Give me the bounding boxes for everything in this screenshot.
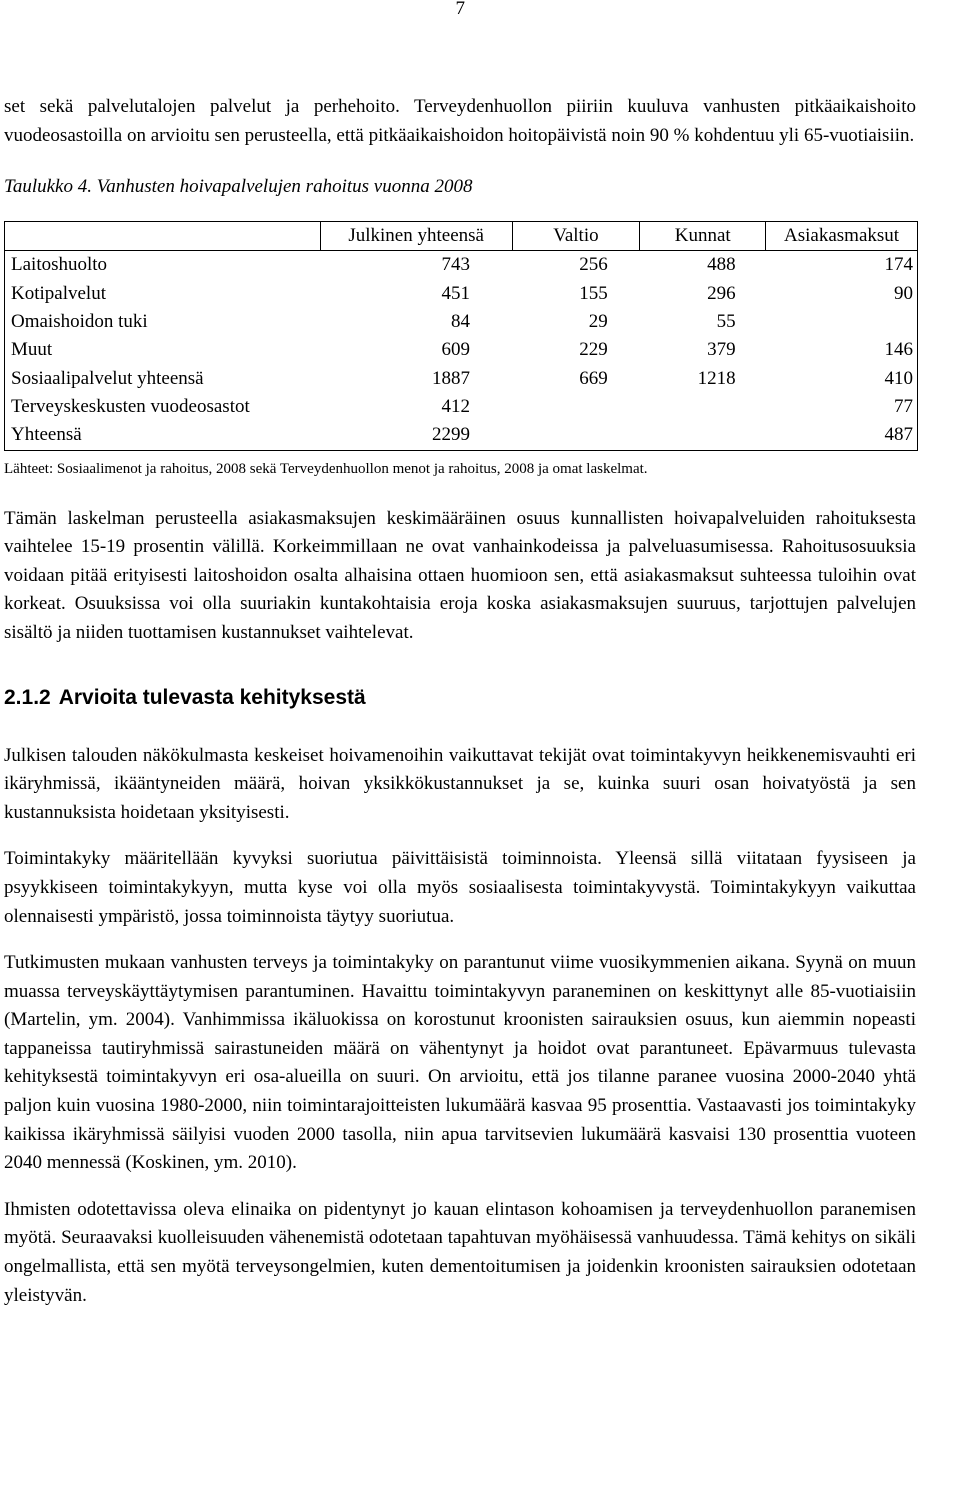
paragraph-after-table: Tämän laskelman perusteella asiakasmaksujen keskimääräinen osuus kunnallisten hoivapalveluiden rahoituksesta vaihtelee 15-19 prosentin välillä. Korkeimmillaan ne ovat vanhainkodeissa ja palveluasumisessa. Rahoitusosuuksia voidaan pitää erityisesti laitoshoidon osalta alhaisina ottaen huomioon sen, että asiakasmaksut suhteessa tuloihin ovat korkeat. Osuuksissa voi olla suuriakin kuntakohtaisia eroja koska asiakasmaksujen suuruus, tarjottujen palvelujen sisältö ja niiden tuottamisen kustannukset vaihtelevat. xyxy=(4,507,916,643)
cell-julkinen: 1887 xyxy=(432,367,471,389)
table-row xyxy=(5,251,918,280)
cell-valtio: 229 xyxy=(579,339,608,361)
cell-asiakasmaksut: 174 xyxy=(766,251,918,280)
cell-asiakasmaksut: 77 xyxy=(766,393,918,421)
cell-kunnat: 379 xyxy=(707,339,736,361)
body-paragraph: Ihmisten odotettavissa oleva elinaika on pidentynyt jo kauan elintason kohoamisen ja terveydenhuollon paranemisen myötä. Seuraavaksi kuolleisuuden vähenemistä odotetaan tapahtuvan myöhäisessä vanhuudessa. Tämä kehitys on sikäli ongelmallista, että sen myötä terveysongelmien, kuten dementoitumisen ja joidenkin kroonisten sairauksien odotetaan yleistyvän. xyxy=(4,1198,916,1306)
body-paragraph: Julkisen talouden näkökulmasta keskeiset hoivamenoihin vaikuttavat tekijät ovat toimintakyvyn heikkenemisvauhti eri ikäryhmissä, ikääntyneiden määrä, hoivan yksikkökustannukset ja se, kuinka suuri osan hoivatyöstä ja sen kustannuksista hoidetaan yksityisesti. xyxy=(4,744,916,823)
table-source: Lähteet: Sosiaalimenot ja rahoitus, 2008 sekä Terveydenhuollon menot ja rahoitus, 2008 ja omat laskelmat. xyxy=(4,460,648,477)
row-label: Kotipalvelut xyxy=(5,280,321,308)
table-row xyxy=(5,365,918,393)
body-paragraph: Tutkimusten mukaan vanhusten terveys ja toimintakyky on parantunut viime vuosikymmenien aikana. Syynä on muun muassa terveyskäyttäytymisen parantuminen. Havaittu toimintakyvyn paraneminen on keskittynyt alle 85-vuotiaisiin (Martelin, ym. 2004). Vanhimmissa ikäluokissa on korostunut kroonisten sairauksien osuus, kun aiemmin nopeasti tappaneissa tautiryhmissä sairastuneiden määrä on vähentynyt ja hoidot ovat parantuneet. Epävarmuus tulevasta kehityksestä toimintakyvyn eri osa-alueilla on suuri. On arvioitu, että jos tilanne paranee vuosina 2000-2040 yhtä paljon kuin vuosina 1980-2000, niin toimintarajoitteisten lukumäärä kasvaa 95 prosenttia. Vastaavasti jos toimintakyky kaikissa ikäryhmissä säilyisi vuoden 2000 tasolla, niin apua tarvitsevien lukumäärä kasvaisi 130 prosenttia vuoteen 2040 mennessä (Koskinen, ym. 2010). xyxy=(4,952,916,1174)
cell-kunnat: 488 xyxy=(707,254,736,276)
body-paragraph: Toimintakyky määritellään kyvyksi suoriutua päivittäisistä toiminnoista. Yleensä sillä viitataan fyysiseen ja psyykkiseen toimintakykyyn, mutta kyse voi olla myös sosiaalisesta toimintakyvystä. Toimintakykyyn vaikuttaa olennaisesti ympäristö, jossa toiminnoista täytyy suoriutua. xyxy=(4,848,916,927)
row-label: Sosiaalipalvelut yhteensä xyxy=(5,365,321,393)
cell-julkinen: 743 xyxy=(441,254,471,276)
table-caption: Taulukko 4. Vanhusten hoivapalvelujen rahoitus vuonna 2008 xyxy=(4,176,473,198)
row-label: Laitoshuolto xyxy=(5,251,321,280)
table-header-blank xyxy=(5,222,321,251)
row-label: Muut xyxy=(5,336,321,364)
cell-asiakasmaksut: 487 xyxy=(766,421,918,450)
table-row xyxy=(5,336,918,364)
cell-julkinen: 609 xyxy=(441,339,471,361)
table-row xyxy=(5,393,918,421)
funding-table xyxy=(4,221,918,450)
page-content xyxy=(4,93,916,1310)
cell-kunnat: 55 xyxy=(716,311,736,333)
cell-julkinen: 84 xyxy=(451,311,471,333)
cell-valtio xyxy=(512,393,640,421)
cell-julkinen: 451 xyxy=(441,282,471,304)
cell-kunnat xyxy=(640,393,766,421)
table-row-total xyxy=(5,421,918,450)
cell-kunnat: 296 xyxy=(707,282,736,304)
table-header-row xyxy=(5,222,918,251)
cell-valtio: 669 xyxy=(579,367,608,389)
row-label: Terveyskeskusten vuodeosastot xyxy=(5,393,321,421)
cell-julkinen: 412 xyxy=(441,395,471,417)
cell-asiakasmaksut: 410 xyxy=(766,365,918,393)
cell-asiakasmaksut: 90 xyxy=(766,280,918,308)
table-row xyxy=(5,280,918,308)
table-row xyxy=(5,308,918,336)
row-label: Yhteensä xyxy=(5,421,321,450)
cell-valtio: 29 xyxy=(588,311,608,333)
cell-valtio: 256 xyxy=(579,254,608,276)
page-number: 7 xyxy=(455,0,465,19)
cell-kunnat xyxy=(640,421,766,450)
intro-paragraph: set sekä palvelutalojen palvelut ja perhehoito. Terveydenhuollon piiriin kuuluva vanhusten pitkäaikaishoito vuodeosastoilla on arvioitu sen perusteella, että pitkäaikaishoidon hoitopäivistä noin 90 % kohdentuu yli 65-vuotiaisiin. xyxy=(4,96,916,146)
cell-julkinen: 2299 xyxy=(320,421,512,450)
table-header-kunnat: Kunnat xyxy=(640,222,766,251)
section-number: 2.1.2 xyxy=(4,685,51,709)
table-header-asiakasmaksut: Asiakasmaksut xyxy=(766,222,918,251)
cell-valtio xyxy=(512,421,640,450)
row-label: Omaishoidon tuki xyxy=(5,308,321,336)
cell-kunnat: 1218 xyxy=(697,367,736,389)
section-heading xyxy=(4,684,916,712)
cell-asiakasmaksut: 146 xyxy=(766,336,918,364)
table-header-valtio: Valtio xyxy=(512,222,640,251)
cell-asiakasmaksut xyxy=(766,308,918,336)
table-header-julkinen: Julkinen yhteensä xyxy=(320,222,512,251)
cell-valtio: 155 xyxy=(579,282,608,304)
section-title: Arvioita tulevasta kehityksestä xyxy=(58,685,366,709)
